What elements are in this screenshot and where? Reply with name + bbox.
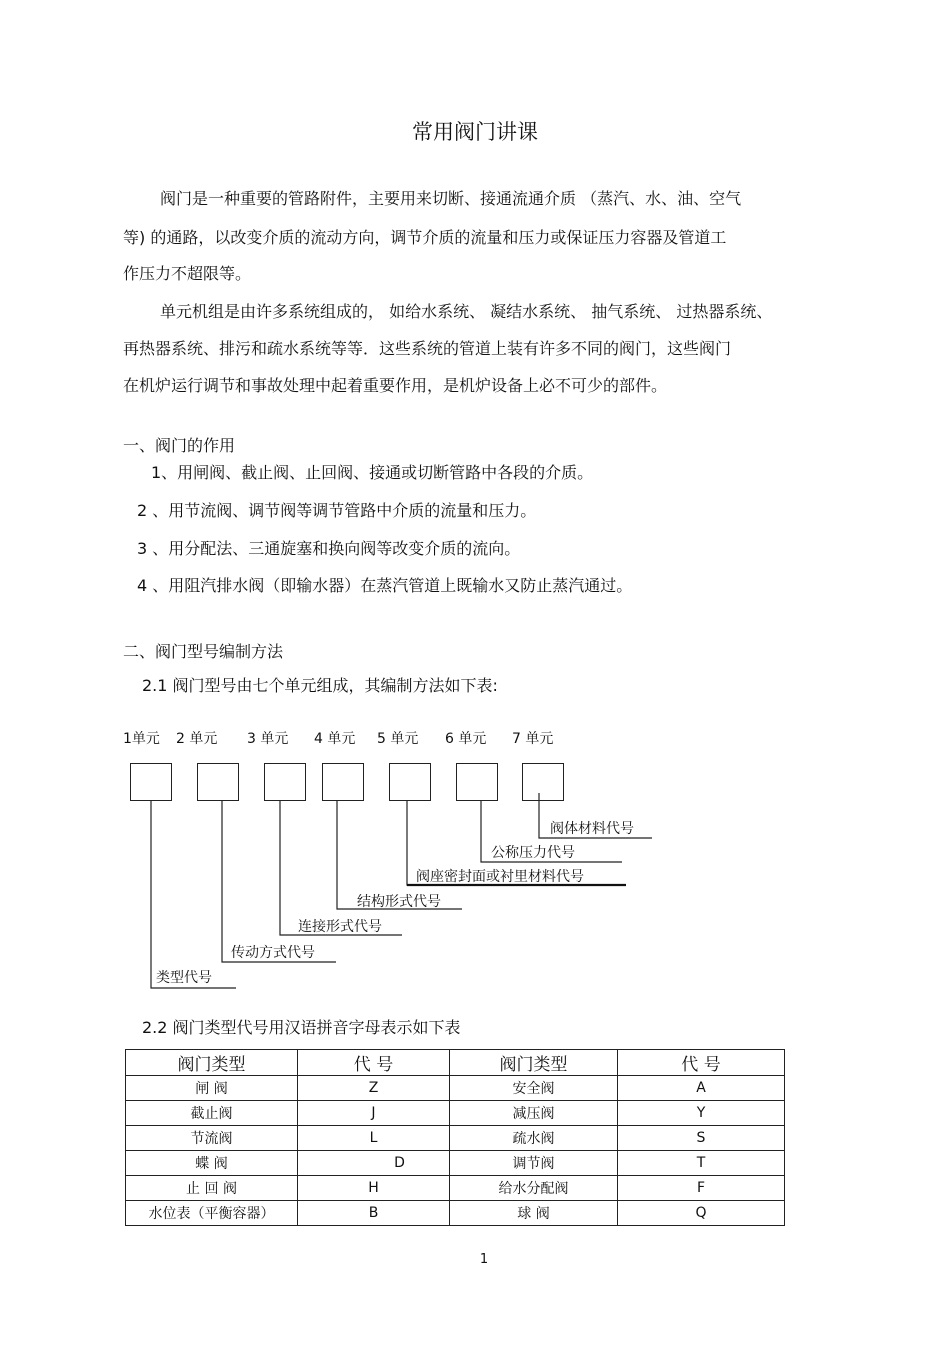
page-number: 1 xyxy=(479,1252,489,1267)
section1-heading: 一、阀门的作用 xyxy=(123,436,236,455)
unit-label-5: 5 单元 xyxy=(377,731,419,747)
table-header-cell: 代 号 xyxy=(618,1050,785,1076)
unit-label-3: 3 单元 xyxy=(247,731,289,747)
table-row xyxy=(126,1101,785,1126)
table-cell: 水位表（平衡容器） xyxy=(126,1201,298,1226)
table-row xyxy=(126,1201,785,1226)
table-cell: Z xyxy=(298,1076,450,1101)
table-cell: 截止阀 xyxy=(126,1101,298,1126)
table-row xyxy=(126,1176,785,1201)
table-cell: 调节阀 xyxy=(450,1151,618,1176)
table-cell: 节流阀 xyxy=(126,1126,298,1151)
unit-label-6: 6 单元 xyxy=(445,731,487,747)
table-header-cell: 代 号 xyxy=(298,1050,450,1076)
table-cell: T xyxy=(618,1151,785,1176)
table-cell: L xyxy=(298,1126,450,1151)
table-cell: F xyxy=(618,1176,785,1201)
table-cell: 球 阀 xyxy=(450,1201,618,1226)
section1-item-3: 3 、用分配法、三通旋塞和换向阀等改变介质的流向。 xyxy=(137,539,521,558)
unit-label-4: 4 单元 xyxy=(314,731,356,747)
unit-label-2: 2 单元 xyxy=(176,731,218,747)
table-cell: A xyxy=(618,1076,785,1101)
table-header-cell: 阀门类型 xyxy=(450,1050,618,1076)
label-structure-form: 结构形式代号 xyxy=(357,894,441,910)
intro-p2-line2: 再热器系统、排污和疏水系统等等．这些系统的管道上装有许多不同的阀门，这些阀门 xyxy=(123,339,732,358)
valve-type-code-table xyxy=(125,1049,785,1226)
table-cell: 安全阀 xyxy=(450,1076,618,1101)
table-cell: 蝶 阀 xyxy=(126,1151,298,1176)
intro-p1-line3: 作压力不超限等。 xyxy=(123,264,252,283)
table-cell: 闸 阀 xyxy=(126,1076,298,1101)
section2-sub1: 2.1 阀门型号由七个单元组成，其编制方法如下表: xyxy=(142,676,498,695)
leader-line-1 xyxy=(151,801,236,988)
intro-p1-line1: 阀门是一种重要的管路附件，主要用来切断、接通流通介质 （蒸汽、水、油、空气 xyxy=(160,189,742,208)
section1-item-2: 2 、用节流阀、调节阀等调节管路中介质的流量和压力。 xyxy=(137,501,537,520)
table-cell: 给水分配阀 xyxy=(450,1176,618,1201)
intro-p2-line3: 在机炉运行调节和事故处理中起着重要作用，是机炉设备上必不可少的部件。 xyxy=(123,376,668,395)
table-cell: D xyxy=(298,1151,450,1176)
label-nominal-pressure: 公称压力代号 xyxy=(491,845,575,861)
section1-item-1: 1、用闸阀、截止阀、止回阀、接通或切断管路中各段的介质。 xyxy=(151,463,594,482)
table-cell: H xyxy=(298,1176,450,1201)
table-header-cell: 阀门类型 xyxy=(126,1050,298,1076)
section2-heading: 二、阀门型号编制方法 xyxy=(123,642,284,661)
label-drive-mode: 传动方式代号 xyxy=(231,945,315,961)
label-body-material: 阀体材料代号 xyxy=(550,821,634,837)
table-cell: J xyxy=(298,1101,450,1126)
label-type-code: 类型代号 xyxy=(156,970,212,986)
table-header-row xyxy=(126,1050,785,1076)
table-cell: 止 回 阀 xyxy=(126,1176,298,1201)
table-row xyxy=(126,1126,785,1151)
table-cell: Q xyxy=(618,1201,785,1226)
table-row xyxy=(126,1151,785,1176)
section1-item-4: 4 、用阻汽排水阀（即输水器）在蒸汽管道上既输水又防止蒸汽通过。 xyxy=(137,576,633,595)
table-cell: B xyxy=(298,1201,450,1226)
section2-sub2: 2.2 阀门类型代号用汉语拼音字母表示如下表 xyxy=(142,1018,461,1037)
table-cell: Y xyxy=(618,1101,785,1126)
unit-label-7: 7 单元 xyxy=(512,731,554,747)
label-connection-form: 连接形式代号 xyxy=(298,919,382,935)
table-row xyxy=(126,1076,785,1101)
intro-p1-line2: 等) 的通路，以改变介质的流动方向，调节介质的流量和压力或保证压力容器及管道工 xyxy=(123,228,727,247)
leader-line-2 xyxy=(222,801,336,962)
table-cell: 减压阀 xyxy=(450,1101,618,1126)
table-cell: S xyxy=(618,1126,785,1151)
intro-p2-line1: 单元机组是由许多系统组成的， 如给水系统、 凝结水系统、 抽气系统、 过热器系统、 xyxy=(160,302,773,321)
label-seat-material: 阀座密封面或衬里材料代号 xyxy=(416,869,584,885)
table-cell: 疏水阀 xyxy=(450,1126,618,1151)
unit-label-1: 1单元 xyxy=(123,731,160,747)
page-title: 常用阀门讲课 xyxy=(412,120,538,144)
leader-line-3 xyxy=(280,801,402,935)
